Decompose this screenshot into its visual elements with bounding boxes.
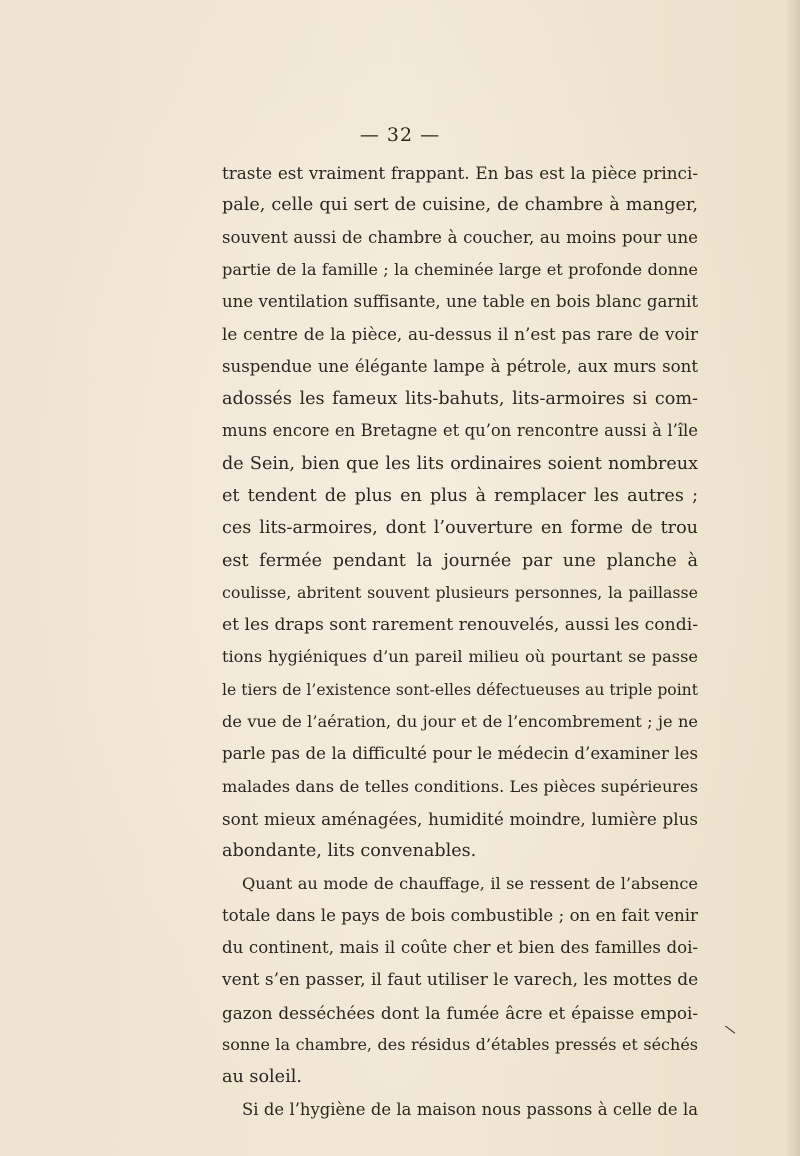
text-line: ces lits-armoires, dont l’ouverture en forme de trou (222, 518, 698, 539)
page-number: — 32 — (359, 124, 441, 146)
text-line: sonne la chambre, des résidus d’étables pressés et séchés (222, 1035, 698, 1055)
text-line: une ventilation suffisante, une table en bois blanc garnit (222, 292, 698, 312)
text-line: totale dans le pays de bois combustible ; on en fait venir (222, 905, 698, 925)
text-line: muns encore en Bretagne et qu’on rencontre aussi à l’île (222, 421, 698, 441)
text-line: du continent, mais il coûte cher et bien des familles doi- (222, 938, 698, 958)
text-line: tions hygiéniques d’un pareil milieu où pourtant se passe (222, 647, 698, 667)
text-line: souvent aussi de chambre à coucher, au moins pour une (222, 227, 698, 247)
text-line: traste est vraiment frappant. En bas est la pièce princi- (222, 163, 698, 183)
text-line: le centre de la pièce, au-dessus il n’est pas rare de voir (222, 324, 698, 345)
text-line: le tiers de l’existence sont-elles défectueuses au triple point (222, 680, 698, 699)
ink-speck: \ (723, 1022, 737, 1038)
text-line: et les draps sont rarement renouvelés, aussi les condi- (222, 615, 699, 636)
text-line: de vue de l’aération, du jour et de l’encombrement ; je ne (222, 712, 698, 732)
text-line: et tendent de plus en plus à remplacer les autres ; (222, 485, 698, 506)
text-line: gazon desséchées dont la fumée âcre et épaisse empoi- (222, 1002, 698, 1023)
text-line: abondante, lits convenables. (222, 841, 477, 862)
text-line: de Sein, bien que les lits ordinaires soient nombreux (222, 453, 698, 474)
text-line: partie de la famille ; la cheminée large et profonde donne (222, 259, 698, 279)
text-line: est fermée pendant la journée par une planche à (222, 550, 698, 571)
text-line: sont mieux aménagées, humidité moindre, lumière plus (222, 808, 698, 829)
paragraph-start-line: Si de l’hygiène de la maison nous passons à celle de la (242, 1099, 698, 1119)
text-line: coulisse, abritent souvent plusieurs personnes, la paillasse (222, 582, 698, 602)
text-line: adossés les fameux lits-bahuts, lits-armoires si com- (222, 389, 698, 410)
text-line: suspendue une élégante lampe à pétrole, aux murs sont (222, 356, 698, 376)
text-line: parle pas de la difficulté pour le médecin d’examiner les (222, 744, 698, 764)
text-line: vent s’en passer, il faut utiliser le varech, les mottes de (222, 970, 699, 991)
text-line: malades dans de telles conditions. Les pièces supérieures (222, 776, 698, 796)
page-edge-shadow (786, 0, 800, 1156)
text-line: au soleil. (222, 1067, 302, 1088)
paragraph-start-line: Quant au mode de chauffage, il se ressent de l’absence (242, 873, 698, 893)
text-line: pale, celle qui sert de cuisine, de chambre à manger, (222, 195, 698, 216)
body-text (222, 157, 698, 1126)
